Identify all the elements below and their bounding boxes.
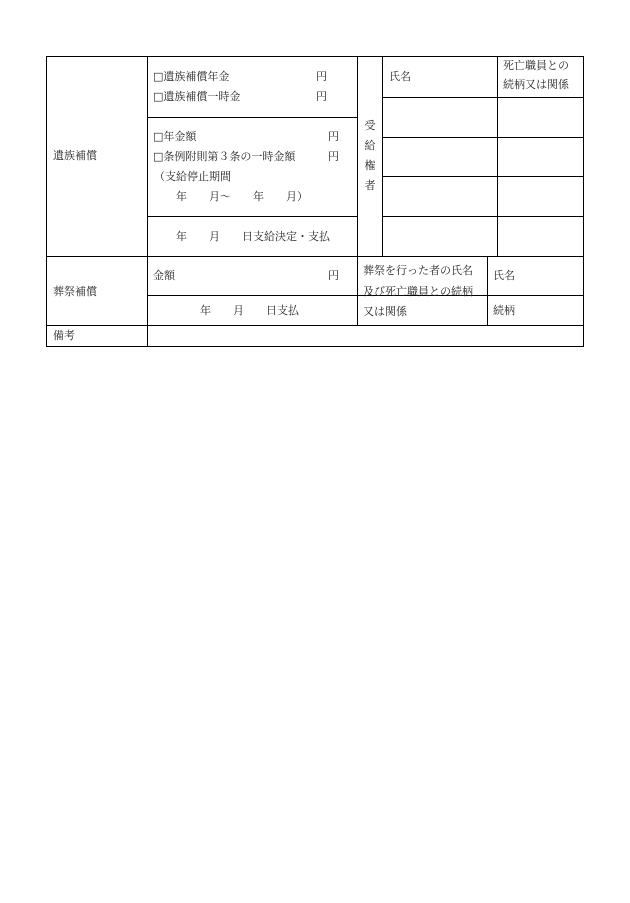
border-top xyxy=(46,56,584,57)
divider-bereaved-inner-2 xyxy=(147,216,357,217)
suspension-period-label: （支給停止期間 xyxy=(154,170,231,183)
border-bottom xyxy=(46,346,584,347)
recipient-relation-header-line-1: 死亡職員との xyxy=(503,59,569,72)
divider-recipient-row-1 xyxy=(382,97,584,98)
funeral-conductor-label-line-3: 又は関係 xyxy=(363,305,407,318)
annual-amount-checkbox-label[interactable]: □年金額 xyxy=(153,130,197,143)
divider-recipient-row-2 xyxy=(382,137,584,138)
divider-recipient-label xyxy=(382,56,383,256)
bereaved-compensation-heading: 遺族補償 xyxy=(53,149,97,162)
divider-label-column xyxy=(147,56,148,347)
divider-bereaved-inner-1 xyxy=(147,117,357,118)
recipient-relation-header-line-2: 続柄又は関係 xyxy=(503,78,569,91)
funeral-relation-label: 続柄 xyxy=(493,304,515,317)
supplementary-lump-sum-checkbox-label[interactable]: □条例附則第３条の一時金額 xyxy=(153,150,296,163)
pension-yen-unit: 円 xyxy=(316,70,327,83)
border-right xyxy=(583,56,584,347)
divider-bereaved-recipient xyxy=(357,56,358,326)
bereaved-pension-checkbox-label[interactable]: □遺族補償年金 xyxy=(153,70,230,83)
divider-recipient-row-4 xyxy=(382,216,584,217)
funeral-compensation-heading: 葬祭補償 xyxy=(53,285,97,298)
annual-amount-yen-unit: 円 xyxy=(328,130,339,143)
divider-funeral-top xyxy=(46,256,584,257)
border-left xyxy=(46,56,47,347)
recipient-vertical-label: 受給権者 xyxy=(364,119,376,192)
funeral-conductor-label-line-2: 及び死亡職員との続柄 xyxy=(363,285,473,298)
bereaved-lump-sum-checkbox-label[interactable]: □遺族補償一時金 xyxy=(153,90,241,103)
suspension-period-range: 年 月～ 年 月） xyxy=(176,190,308,203)
divider-remarks-top xyxy=(46,325,584,326)
compensation-form-table xyxy=(46,56,584,347)
divider-name-relation xyxy=(497,56,498,256)
remarks-field[interactable] xyxy=(153,329,573,343)
funeral-name-label: 氏名 xyxy=(493,269,515,282)
funeral-amount-yen-unit: 円 xyxy=(328,269,339,282)
funeral-amount-label: 金額 xyxy=(153,269,175,282)
lump-sum-yen-unit: 円 xyxy=(316,90,327,103)
payment-decision-date-line: 年 月 日支給決定・支払 xyxy=(176,230,330,243)
supplementary-yen-unit: 円 xyxy=(328,150,339,163)
divider-funeral-name xyxy=(487,256,488,326)
remarks-label: 備考 xyxy=(53,329,75,342)
recipient-name-header: 氏名 xyxy=(389,70,411,83)
funeral-payment-date-line: 年 月 日支払 xyxy=(200,304,299,317)
funeral-conductor-label-line-1: 葬祭を行った者の氏名 xyxy=(363,264,473,277)
divider-recipient-row-3 xyxy=(382,176,584,177)
